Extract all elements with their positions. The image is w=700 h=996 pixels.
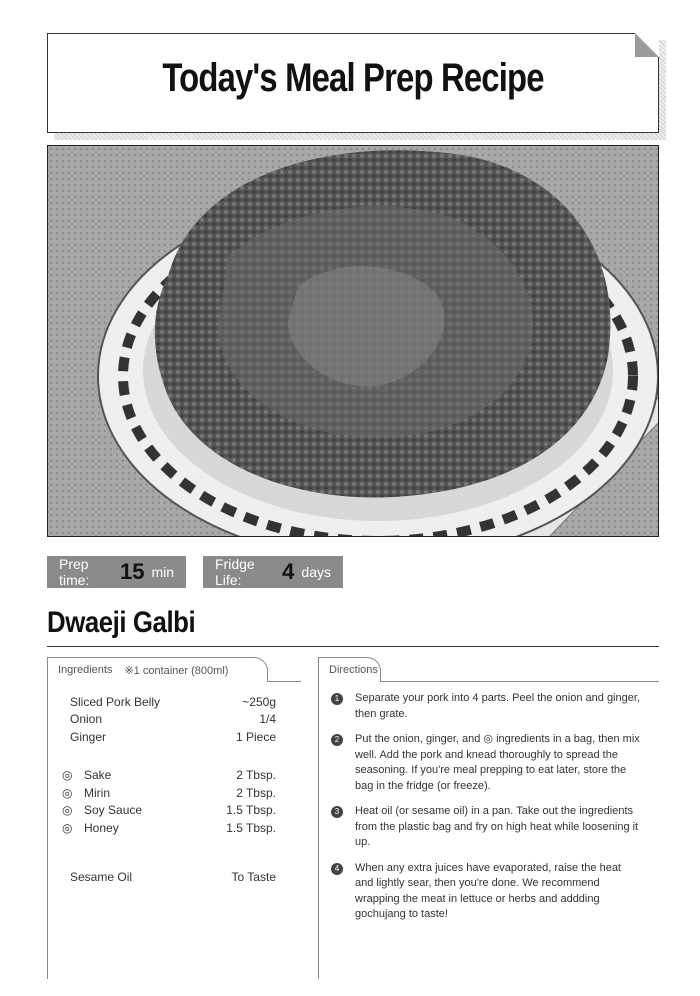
ingredient-name: Onion	[70, 712, 103, 727]
direction-step	[331, 691, 641, 722]
ingredient-spacer	[70, 746, 276, 767]
ingredients-tab	[48, 657, 268, 682]
prep-time-value: 15	[119, 559, 145, 584]
directions-tab-line	[381, 681, 659, 682]
double-circle-icon: ◎	[62, 803, 73, 818]
ingredient-amount: 1.5 Tbsp.	[226, 803, 276, 818]
ingredients-tab-label: Ingredients	[58, 664, 113, 676]
prep-time-label: Prep time:	[59, 556, 90, 588]
step-text: Put the onion, ginger, and ◎ ingredients in a bag, then mix well. Add the pork and knead thoroughly to spread the seasoning. If you're meal prepping to eat later, store the bag in the fridge (or freeze).	[355, 733, 640, 792]
ingredient-row	[70, 693, 276, 711]
ingredient-row	[62, 819, 276, 837]
step-text: When any extra juices have evaporated, raise the heat and lightly sear, then you're done. We recommend wrapping the meat in lettuce or herbs and addding gochujang to taste!	[355, 861, 621, 920]
fridge-life-label: Fridge Life:	[215, 556, 255, 588]
ingredients-panel	[47, 657, 301, 979]
ingredient-amount: To Taste	[231, 870, 276, 885]
ingredient-name: Sliced Pork Belly	[70, 694, 161, 709]
divider	[47, 646, 659, 647]
ingredient-amount: 1/4	[259, 712, 276, 727]
double-circle-icon: ◎	[62, 820, 73, 835]
ingredient-row	[70, 869, 276, 887]
direction-step	[331, 732, 641, 794]
directions-tab	[319, 657, 381, 682]
ingredient-row	[70, 711, 276, 729]
food-plate-image	[48, 146, 659, 537]
ingredients-tab-line	[268, 681, 301, 682]
step-number-icon: 3	[331, 806, 343, 818]
prep-time-tag	[47, 556, 186, 588]
recipe-photo	[47, 145, 659, 537]
ingredient-name: Sake	[84, 768, 112, 783]
ingredients-tab-note: ※1 container (800ml)	[124, 664, 229, 677]
ingredient-name: Mirin	[84, 785, 110, 800]
ingredient-row	[62, 802, 276, 820]
ingredient-name: Honey	[84, 820, 119, 835]
ingredient-name: Sesame Oil	[70, 870, 133, 885]
ingredient-amount: 1 Piece	[235, 729, 276, 744]
ingredient-row	[70, 728, 276, 746]
fridge-life-unit: days	[301, 564, 331, 580]
step-number-icon: 4	[331, 863, 343, 875]
fridge-life-value: 4	[282, 559, 295, 584]
directions-panel	[318, 657, 659, 979]
directions-list	[331, 691, 641, 933]
step-number-icon: 1	[331, 693, 343, 705]
ingredient-amount: 2 Tbsp.	[236, 768, 276, 783]
ingredient-spacer	[70, 837, 276, 869]
ingredient-name: Soy Sauce	[84, 803, 143, 818]
step-text: Separate your pork into 4 parts. Peel the onion and ginger, then grate.	[355, 692, 640, 720]
recipe-name: Dwaeji Galbi	[47, 606, 196, 639]
ingredient-name: Ginger	[70, 729, 107, 744]
ingredients-list	[62, 693, 276, 886]
ingredient-row	[62, 784, 276, 802]
ingredient-amount: 1.5 Tbsp.	[226, 820, 276, 835]
ingredient-amount: 2 Tbsp.	[236, 785, 276, 800]
page-title: Today's Meal Prep Recipe	[162, 56, 544, 100]
directions-tab-label: Directions	[329, 664, 378, 676]
fridge-life-tag	[203, 556, 343, 588]
step-text: Heat oil (or sesame oil) in a pan. Take out the ingredients from the plastic bag and fry on high heat while loosening it up.	[355, 805, 639, 848]
double-circle-icon: ◎	[62, 768, 73, 783]
direction-step	[331, 861, 641, 923]
prep-time-unit: min	[151, 564, 174, 580]
step-number-icon: 2	[331, 734, 343, 746]
double-circle-icon: ◎	[62, 785, 73, 800]
title-banner	[47, 33, 659, 133]
ingredient-row	[62, 767, 276, 785]
ingredient-amount: ~250g	[242, 694, 276, 709]
direction-step	[331, 804, 641, 851]
